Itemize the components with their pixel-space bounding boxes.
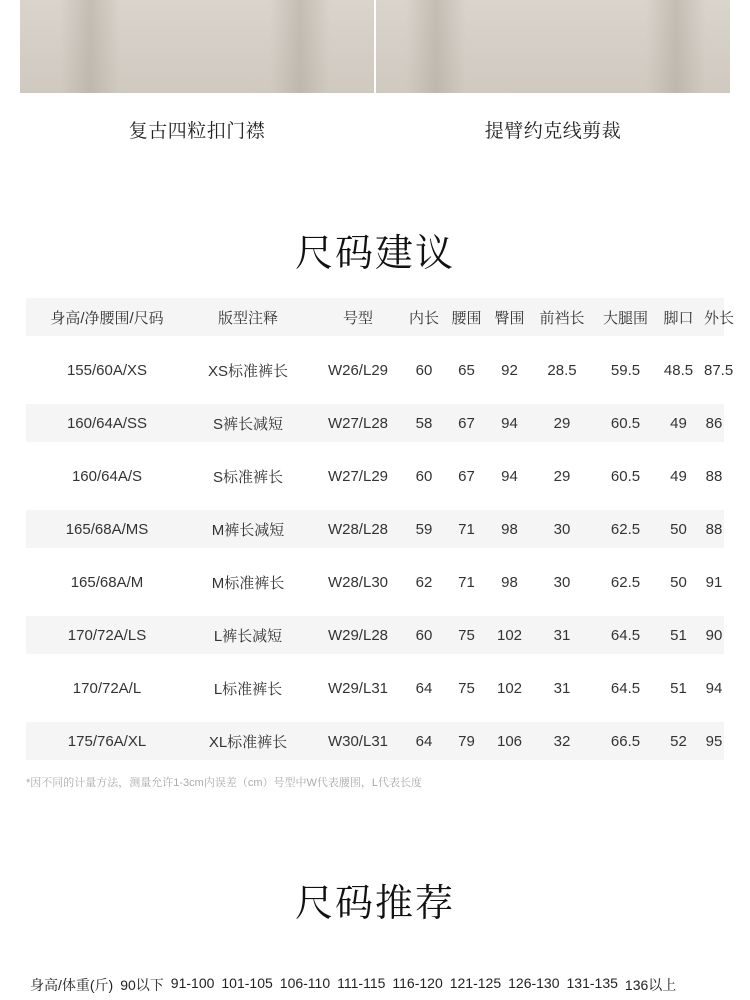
table-cell: W30/L31	[327, 732, 389, 750]
table-cell: 50	[670, 520, 687, 538]
table-cell: 71	[458, 520, 475, 538]
table-header-cell: 前裆长	[539, 309, 585, 327]
table-cell: 29	[553, 414, 571, 432]
recommend-header-cell: 126-130	[508, 975, 560, 991]
table-cell: W27/L28	[327, 414, 389, 432]
product-photo-right	[376, 0, 730, 93]
table-cell: 66.5	[610, 732, 641, 750]
table-cell: 91	[705, 573, 723, 591]
table-cell: 175/76A/XL	[67, 732, 147, 750]
table-cell: 30	[553, 520, 571, 538]
table-cell: 64	[415, 732, 433, 750]
table-cell: 170/72A/L	[72, 679, 142, 697]
table-cell: 155/60A/XS	[66, 361, 148, 379]
table-cell: 75	[458, 626, 475, 644]
table-cell: 95	[705, 732, 723, 750]
table-cell: 50	[670, 573, 687, 591]
table-row	[26, 563, 724, 601]
table-cell: 64	[415, 679, 433, 697]
recommend-header-cell: 111-115	[337, 975, 386, 991]
table-cell: 58	[415, 414, 433, 432]
table-cell: L标准裤长	[213, 680, 283, 698]
recommend-header-cell: 106-110	[279, 975, 331, 991]
table-cell: 64.5	[610, 679, 641, 697]
table-cell: 32	[553, 732, 571, 750]
caption-right: 提臂约克线剪裁	[484, 121, 622, 142]
size-advice-table	[26, 298, 735, 760]
recommend-header-cell: 121-125	[449, 975, 502, 991]
table-cell: 88	[705, 520, 723, 538]
table-cell: XS标准裤长	[207, 362, 288, 380]
table-cell: 75	[458, 679, 475, 697]
table-cell: 51	[670, 679, 687, 697]
table-cell: W29/L28	[327, 626, 389, 644]
table-cell: XL标准裤长	[208, 733, 288, 751]
table-row	[26, 351, 734, 389]
recommend-header-cell: 116-120	[392, 975, 443, 991]
table-row	[26, 404, 724, 442]
size-recommend-title: 尺码推荐	[294, 883, 455, 925]
table-cell: 60	[415, 626, 433, 644]
table-cell: 165/68A/MS	[65, 520, 149, 538]
table-header-cell: 臀围	[494, 309, 525, 327]
table-header-cell: 身高/净腰围/尺码	[50, 309, 164, 327]
table-row	[26, 722, 724, 760]
table-cell: 62.5	[610, 520, 641, 538]
table-cell: W28/L30	[327, 573, 389, 591]
table-header-cell: 脚口	[663, 309, 694, 327]
table-cell: 30	[553, 573, 571, 591]
table-cell: 90	[705, 626, 723, 644]
table-row	[26, 669, 724, 707]
table-header-cell: 内长	[408, 309, 439, 327]
table-header-cell: 号型	[342, 309, 373, 327]
product-photo-left	[20, 0, 374, 93]
table-cell: 29	[553, 467, 571, 485]
table-header-cell: 大腿围	[602, 309, 648, 327]
table-cell: 67	[458, 414, 475, 432]
table-cell: 71	[458, 573, 475, 591]
table-cell: 31	[553, 626, 571, 644]
table-cell: 49	[670, 467, 687, 485]
table-cell: W29/L31	[327, 679, 389, 697]
table-cell: 86	[705, 414, 723, 432]
table-cell: 94	[501, 467, 518, 485]
table-cell: 160/64A/SS	[66, 414, 148, 432]
recommend-header-cell: 131-135	[566, 975, 618, 991]
table-cell: 92	[501, 361, 518, 379]
table-cell: 60	[415, 467, 433, 485]
table-cell: S裤长减短	[212, 415, 283, 433]
size-footnote: *因不同的计量方法，测量允许1-3cm内误差（cm）号型中W代表腰围，L代表长度	[26, 777, 423, 789]
table-cell: W26/L29	[327, 361, 389, 379]
table-cell: 98	[501, 573, 518, 591]
table-header-row	[26, 298, 735, 336]
table-header-cell: 外长	[704, 309, 735, 327]
size-recommend-header	[30, 975, 730, 995]
table-cell: 60.5	[610, 467, 641, 485]
table-cell: 28.5	[547, 361, 577, 379]
table-cell: 88	[705, 467, 723, 485]
table-cell: 60	[415, 361, 433, 379]
recommend-header-cell: 身高/体重(斤)	[30, 977, 114, 993]
table-cell: 62	[415, 573, 433, 591]
table-cell: 87.5	[704, 361, 734, 379]
table-row	[26, 616, 724, 654]
table-cell: 52	[670, 732, 687, 750]
recommend-header-cell: 101-105	[221, 975, 273, 991]
table-cell: 102	[496, 679, 523, 697]
table-cell: 64.5	[610, 626, 641, 644]
caption-left: 复古四粒扣门襟	[128, 121, 266, 142]
table-cell: L裤长减短	[213, 627, 283, 645]
table-cell: 106	[496, 732, 523, 750]
table-cell: S标准裤长	[212, 468, 283, 486]
table-cell: 94	[705, 679, 723, 697]
table-cell: 94	[501, 414, 518, 432]
table-cell: 60.5	[610, 414, 641, 432]
recommend-header-cell: 90以下	[120, 977, 164, 993]
table-cell: 51	[670, 626, 687, 644]
table-cell: M裤长减短	[211, 521, 285, 539]
table-cell: 48.5	[663, 361, 694, 379]
table-cell: M标准裤长	[211, 574, 285, 592]
table-cell: 65	[458, 361, 475, 379]
table-cell: 102	[496, 626, 523, 644]
table-cell: 62.5	[610, 573, 641, 591]
table-cell: 79	[458, 732, 475, 750]
table-cell: 165/68A/M	[70, 573, 144, 591]
table-cell: W28/L28	[327, 520, 389, 538]
recommend-header-cell: 136以上	[624, 977, 677, 993]
table-row	[26, 510, 724, 548]
table-cell: 31	[553, 679, 571, 697]
table-row	[26, 457, 724, 495]
table-cell: 67	[458, 467, 475, 485]
size-advice-title: 尺码建议	[294, 233, 455, 275]
table-cell: W27/L29	[327, 467, 389, 485]
table-header-cell: 腰围	[451, 309, 482, 327]
recommend-header-cell: 91-100	[170, 975, 215, 991]
table-cell: 59	[415, 520, 433, 538]
table-cell: 49	[670, 414, 687, 432]
table-cell: 59.5	[610, 361, 641, 379]
table-cell: 170/72A/LS	[67, 626, 147, 644]
table-header-cell: 版型注释	[217, 309, 278, 327]
table-cell: 98	[501, 520, 518, 538]
table-cell: 160/64A/S	[71, 467, 143, 485]
